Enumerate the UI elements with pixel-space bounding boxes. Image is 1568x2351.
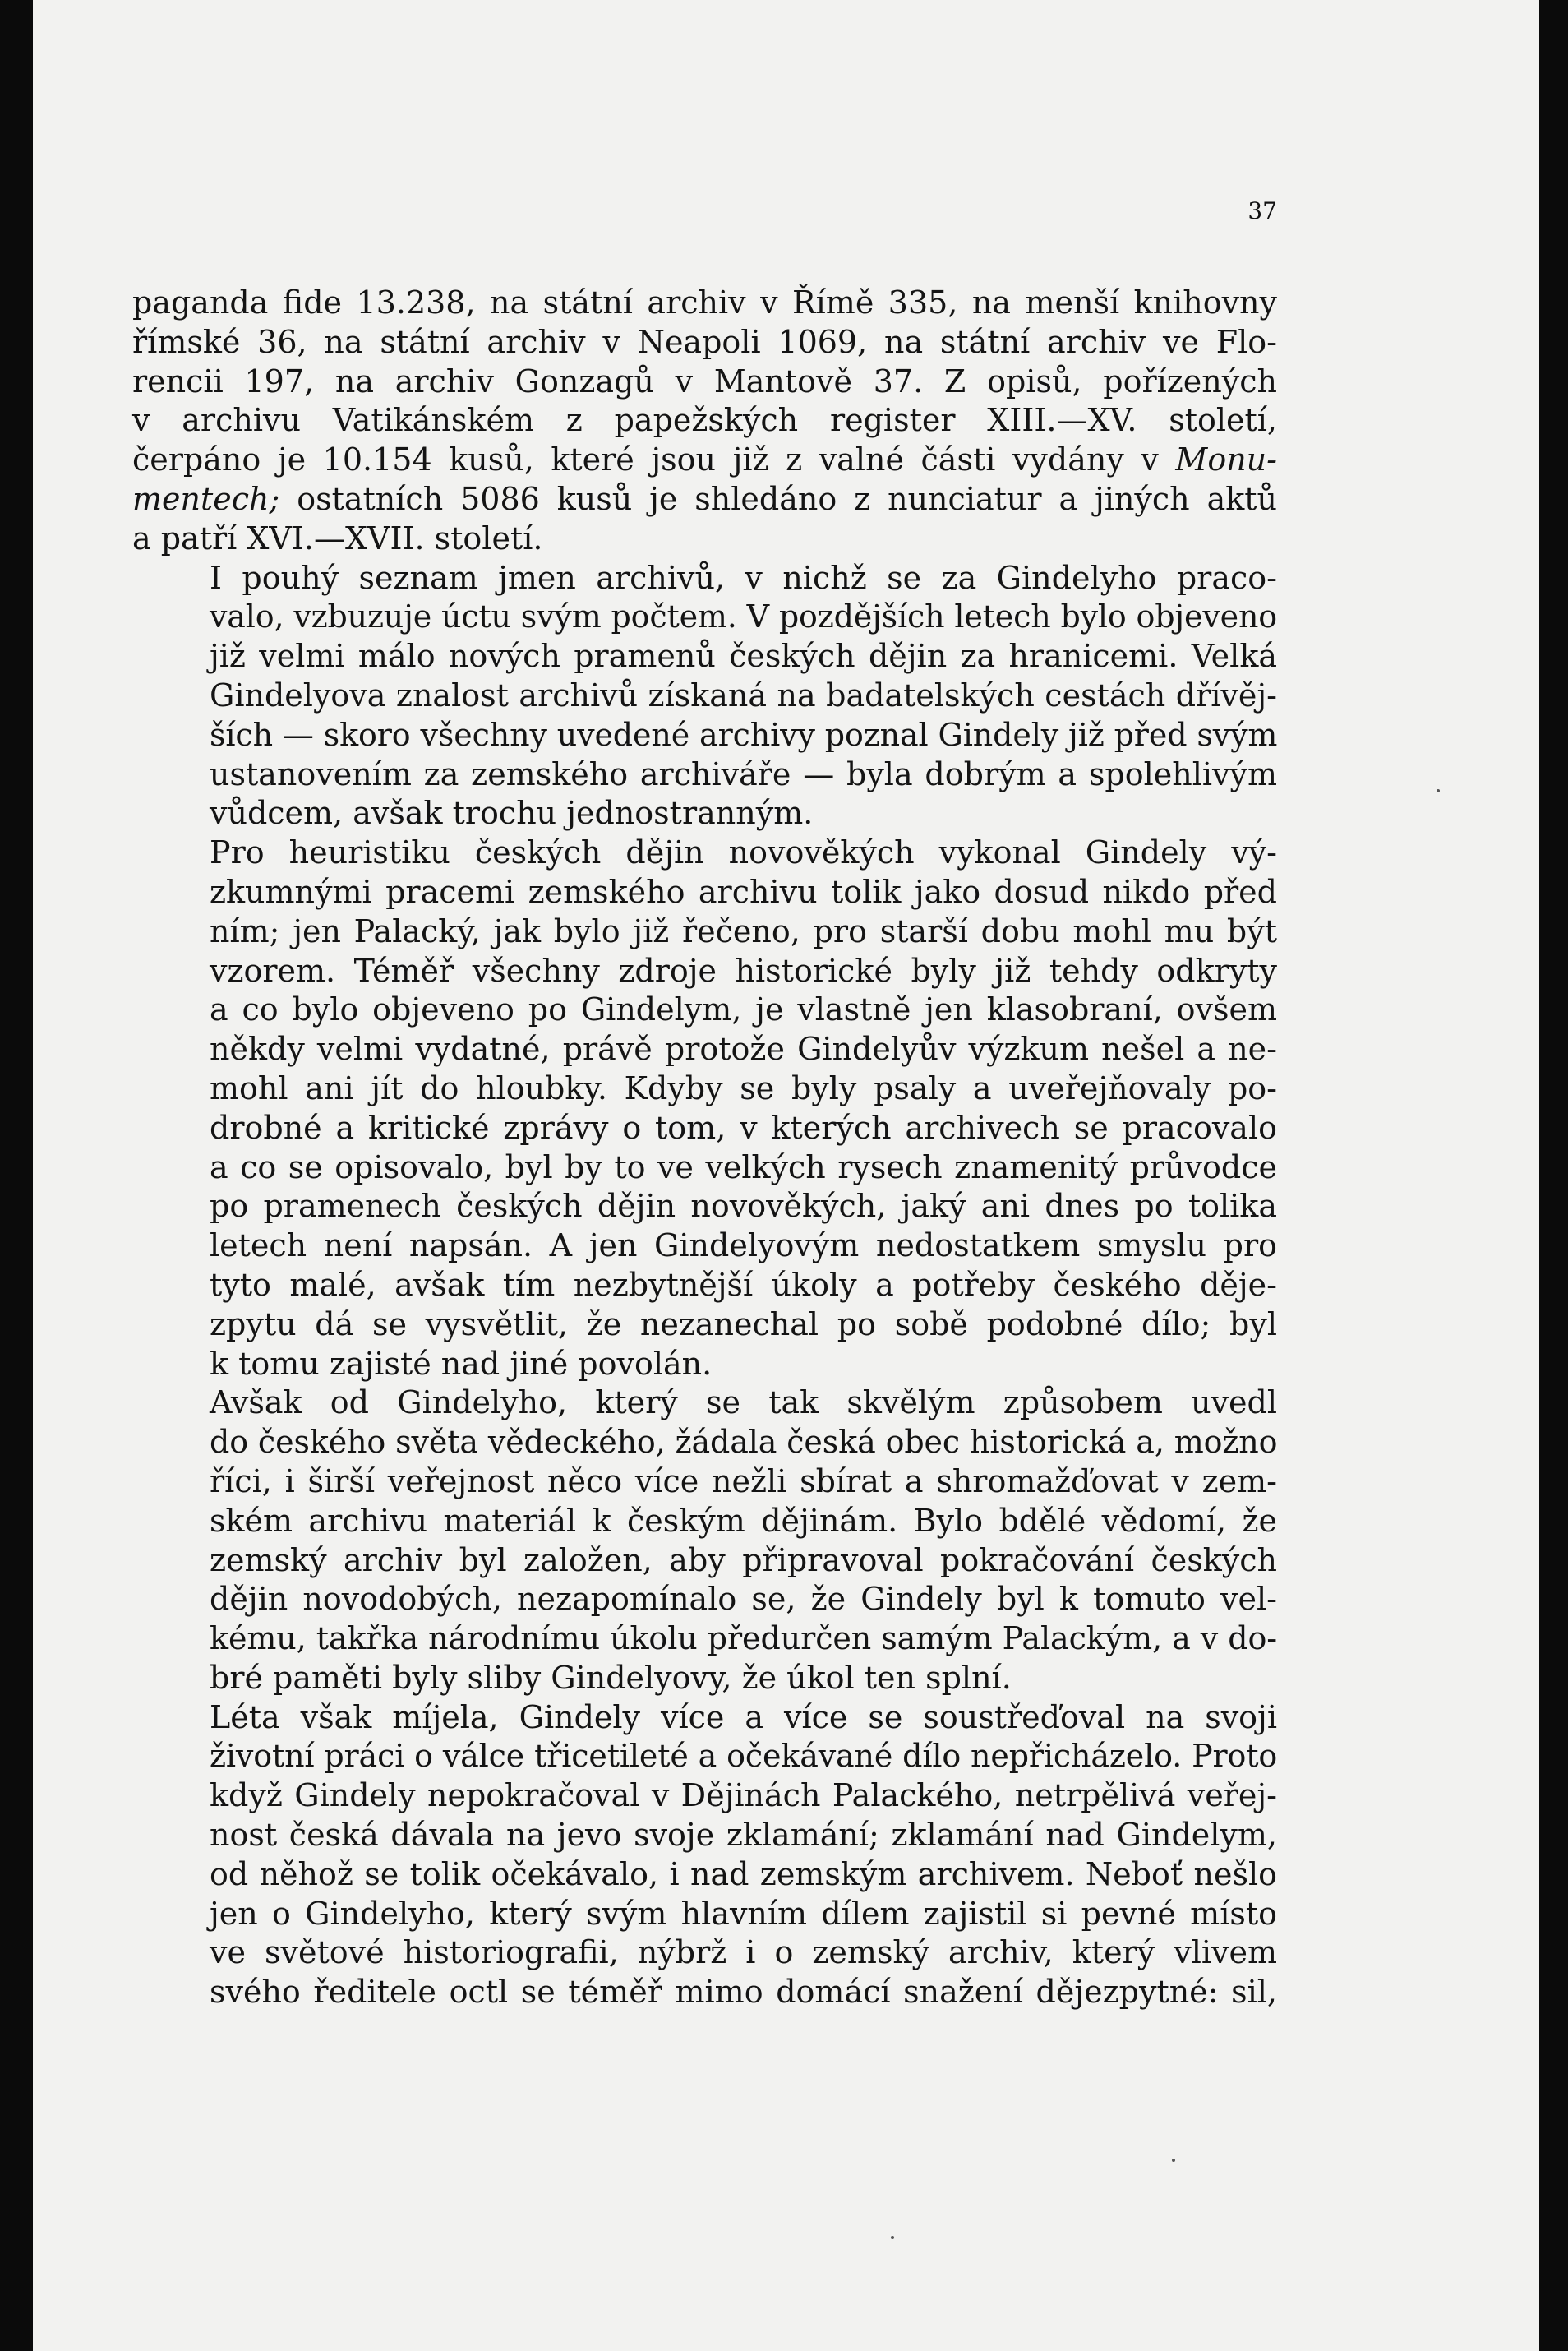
paragraph-2 <box>132 559 1277 834</box>
text-line: vůdcem, avšak trochu jednostranným. <box>210 795 814 832</box>
text-line: ších — skoro všechny uvedené archivy poznal Gindely již před svým <box>210 716 1278 753</box>
text-line: tyto malé, avšak tím nezbytnější úkoly a potřeby českého děje- <box>210 1266 1277 1303</box>
text-line: již velmi málo nových pramenů českých dějin za hranicemi. Velká <box>210 638 1277 675</box>
text-line: Gindelyova znalost archivů získaná na badatelských cestách dřívěj- <box>210 677 1277 714</box>
page-speck <box>1437 789 1440 792</box>
text-line: nost česká dávala na jevo svoje zklamání; zklamání nad Gindelym, <box>210 1817 1277 1854</box>
text-line: a co bylo objeveno po Gindelym, je vlastně jen klasobraní, ovšem <box>210 991 1277 1028</box>
text-line: jen o Gindelyho, který svým hlavním dílem zajistil si pevné místo <box>210 1895 1277 1932</box>
paragraph-3 <box>132 834 1277 1383</box>
text-line: životní práci o válce třicetileté a očekávané dílo nepřicházelo. Proto <box>210 1738 1278 1775</box>
text-line: letech není napsán. A jen Gindelyovým nedostatkem smyslu pro <box>210 1227 1277 1264</box>
text-line: bré paměti byly sliby Gindelyovy, že úkol ten splní. <box>210 1659 1012 1696</box>
text-line: Avšak od Gindelyho, který se tak skvělým způsobem uvedl <box>210 1384 1277 1421</box>
text-line: kému, takřka národnímu úkolu předurčen samým Palackým, a v do- <box>210 1620 1277 1657</box>
text-line: valo, vzbuzuje úctu svým počtem. V pozdějších letech bylo objeveno <box>210 598 1277 635</box>
text-line: římské 36, na státní archiv v Neapoli 1069, na státní archiv ve Flo- <box>132 323 1277 360</box>
text-line: a patří XVI.—XVII. století. <box>132 520 543 557</box>
text-line: ském archivu materiál k českým dějinám. Bylo bdělé vědomí, že <box>210 1502 1277 1539</box>
body-text <box>132 284 1277 2012</box>
text-line: dějin novodobých, nezapomínalo se, že Gindely byl k tomuto vel- <box>210 1581 1277 1618</box>
paragraph-5 <box>132 1698 1277 2012</box>
italic-term: mentech; <box>132 480 280 517</box>
text-line: drobné a kritické zprávy o tom, v kterých archivech se pracovalo <box>210 1109 1277 1146</box>
text-line: ustanovením za zemského archiváře — byla dobrým a spolehlivým <box>210 755 1277 792</box>
text-line: od něhož se tolik očekávalo, i nad zemským archivem. Neboť nešlo <box>210 1855 1277 1892</box>
text-line: když Gindely nepokračoval v Dějinách Palackého, netrpělivá veřej- <box>210 1777 1277 1814</box>
text-line: I pouhý seznam jmen archivů, v nichž se za Gindelyho praco- <box>210 559 1277 596</box>
text-line-with-italic: čerpáno je 10.154 kusů, které jsou již z valné části vydány v Monu- <box>132 441 1277 478</box>
page-speck <box>1172 2159 1175 2162</box>
page-speck <box>891 2236 894 2239</box>
page-number: 37 <box>1247 197 1277 224</box>
text-line: někdy velmi vydatné, právě protože Gindelyův výzkum nešel a ne- <box>210 1031 1277 1068</box>
text-line: mohl ani jít do hloubky. Kdyby se byly psaly a uveřejňovaly po- <box>210 1069 1277 1106</box>
text-line: zkumnými pracemi zemského archivu tolik jako dosud nikdo před <box>210 873 1277 910</box>
paragraph-4 <box>132 1383 1277 1697</box>
text-line: ve světové historiografii, nýbrž i o zemský archiv, který vlivem <box>210 1934 1277 1971</box>
text-line: vzorem. Téměř všechny zdroje historické byly již tehdy odkryty <box>210 952 1277 989</box>
text-line: do českého světa vědeckého, žádala česká obec historická a, možno <box>210 1424 1278 1461</box>
paragraph-1 <box>132 284 1277 559</box>
text-line: rencii 197, na archiv Gonzagů v Mantově 37. Z opisů, pořízených <box>132 363 1277 400</box>
text-line: Pro heuristiku českých dějin novověkých vykonal Gindely vý- <box>210 834 1277 871</box>
text-line: svého ředitele octl se téměř mimo domácí snažení dějezpytné: sil, <box>210 1974 1277 2011</box>
text-line: paganda fide 13.238, na státní archiv v Římě 335, na menší knihovny <box>132 284 1277 321</box>
text-line: zpytu dá se vysvětlit, že nezanechal po sobě podobné dílo; byl <box>210 1305 1277 1342</box>
text-line-with-italic: mentech; ostatních 5086 kusů je shledáno z nunciatur a jiných aktů <box>132 480 1277 517</box>
text-line: po pramenech českých dějin novověkých, jaký ani dnes po tolika <box>210 1188 1277 1225</box>
text-line: k tomu zajisté nad jiné povolán. <box>210 1345 713 1382</box>
book-page <box>33 0 1539 2351</box>
text-line: v archivu Vatikánském z papežských register XIII.—XV. století, <box>132 402 1277 439</box>
text-line: a co se opisovalo, byl by to ve velkých rysech znamenitý průvodce <box>210 1148 1277 1185</box>
italic-term: Monu- <box>1175 441 1277 478</box>
text-line: ním; jen Palacký, jak bylo již řečeno, pro starší dobu mohl mu být <box>210 912 1277 949</box>
text-line: Léta však míjela, Gindely více a více se soustřeďoval na svoji <box>210 1698 1277 1735</box>
text-line: říci, i širší veřejnost něco více nežli sbírat a shromažďovat v zem- <box>210 1462 1277 1499</box>
text-line: zemský archiv byl založen, aby připravoval pokračování českých <box>210 1541 1277 1578</box>
